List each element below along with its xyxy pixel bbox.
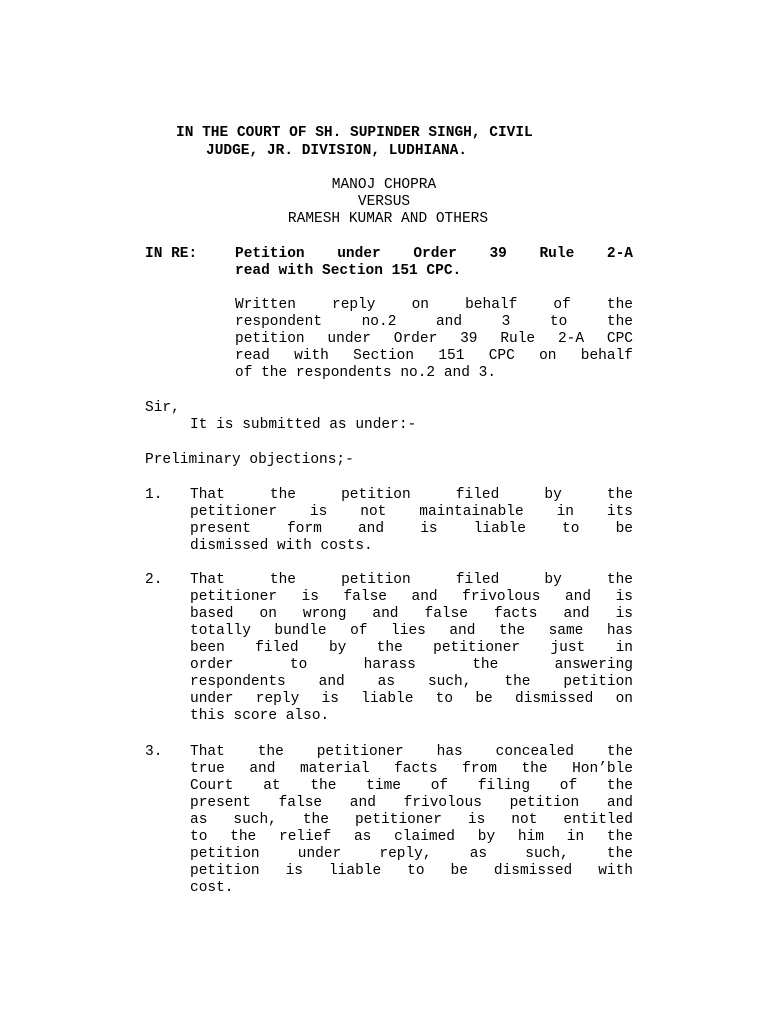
intro-text: It is submitted as under:- [190, 417, 417, 433]
reply-description [235, 297, 633, 382]
salutation: Sir, [145, 400, 180, 416]
description-line: of the respondents no.2 and 3. [235, 365, 497, 381]
objection-line: petitioner is false and frivolous and is [190, 589, 633, 605]
objection-line: to the relief as claimed by him in the [190, 829, 633, 845]
objection-line: totally bundle of lies and the same has [190, 623, 633, 639]
objection-line: present form and is liable to be [190, 521, 633, 537]
in-re-label: IN RE: [145, 246, 198, 262]
objection-number: 1. [145, 487, 163, 503]
in-re-subject-line-2: read with Section 151 CPC. [235, 263, 462, 279]
description-line: read with Section 151 CPC on behalf [235, 348, 633, 364]
objection-2 [190, 572, 633, 725]
objection-line: That the petition filed by the [190, 487, 633, 503]
objection-line: That the petitioner has concealed the [190, 744, 633, 760]
objection-number: 3. [145, 744, 163, 760]
objection-line: cost. [190, 880, 234, 896]
objection-line: present false and frivolous petition and [190, 795, 633, 811]
objection-line: Court at the time of filing of the [190, 778, 633, 794]
court-header-line-1: IN THE COURT OF SH. SUPINDER SINGH, CIVIL [176, 125, 533, 141]
objection-3 [190, 744, 633, 897]
objection-1 [190, 487, 633, 555]
objection-number: 2. [145, 572, 163, 588]
description-line: respondent no.2 and 3 to the [235, 314, 633, 330]
objection-line: true and material facts from the Hon’ble [190, 761, 633, 777]
objection-line: That the petition filed by the [190, 572, 633, 588]
section-heading: Preliminary objections;- [145, 452, 354, 468]
versus-label: VERSUS [357, 194, 411, 210]
in-re-subject-line-1: Petition under Order 39 Rule 2-A [235, 246, 633, 262]
objection-line: petitioner is not maintainable in its [190, 504, 633, 520]
description-line: petition under Order 39 Rule 2-A CPC [235, 331, 633, 347]
petitioner-name: MANOJ CHOPRA [331, 177, 437, 193]
objection-line: petition is liable to be dismissed with [190, 863, 633, 879]
objection-line: respondents and as such, the petition [190, 674, 633, 690]
objection-line: order to harass the answering [190, 657, 633, 673]
respondents-name: RAMESH KUMAR AND OTHERS [287, 211, 489, 227]
objection-line: as such, the petitioner is not entitled [190, 812, 633, 828]
description-line: Written reply on behalf of the [235, 297, 633, 313]
objection-line: petition under reply, as such, the [190, 846, 633, 862]
objection-line: dismissed with costs. [190, 538, 373, 554]
objection-line: under reply is liable to be dismissed on [190, 691, 633, 707]
objection-line: this score also. [190, 708, 330, 724]
objection-line: based on wrong and false facts and is [190, 606, 633, 622]
objection-line: been filed by the petitioner just in [190, 640, 633, 656]
court-header-line-2: JUDGE, JR. DIVISION, LUDHIANA. [206, 143, 468, 159]
